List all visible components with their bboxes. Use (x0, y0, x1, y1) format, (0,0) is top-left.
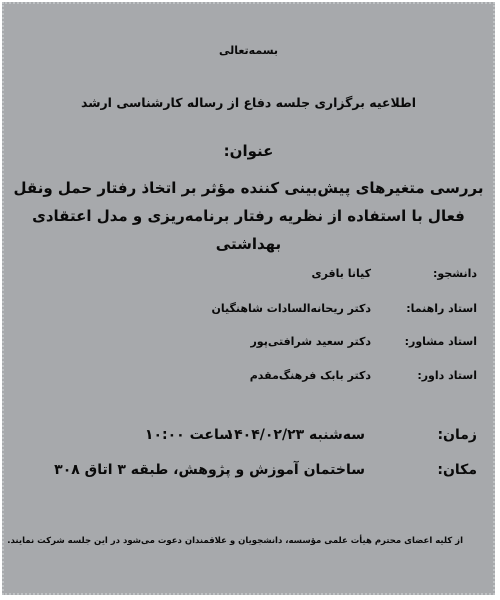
defense-date: سه‌شنبه ۱۴۰۴/۰۲/۲۳ (225, 427, 365, 443)
defense-time: ساعت ۱۰:۰۰ (144, 427, 233, 443)
student-label: دانشجو: (433, 267, 477, 280)
advisor-name: دکتر سعید شرافتی‌پور (250, 335, 371, 348)
supervisor-name: دکتر ریحانه‌السادات شاهنگیان (211, 302, 371, 315)
advisor-label: استاد مشاور: (404, 335, 477, 348)
notice-heading: اطلاعیه برگزاری جلسه دفاع از رساله کارشناسی ارشد (80, 95, 417, 110)
time-label: زمان: (437, 427, 477, 443)
place-label: مکان: (437, 462, 477, 478)
title-label: عنوان: (223, 142, 274, 160)
thesis-title: بررسی متغیرهای پیش‌بینی کننده مؤثر بر اتخاذ رفتار حمل ونقل فعال با استفاده از نظریه رفتار برنامه‌ریزی و مدل اعتقادی بهداشتی (13, 179, 484, 253)
announcement-card (2, 2, 495, 595)
supervisor-label: استاد راهنما: (406, 302, 477, 315)
basmala: بسمه‌تعالی (218, 44, 279, 57)
defense-place: ساختمان آموزش و پژوهش، طبقه ۳ اتاق ۳۰۸ (54, 462, 365, 478)
invitation-note: از کلیه اعضای محترم هیأت علمی مؤسسه، دانشجویان و علاقمندان دعوت می‌شود در این جلسه شرکت نمایند. (7, 536, 463, 546)
referee-name: دکتر بابک فرهنگ‌مقدم (249, 369, 371, 382)
student-name: کیانا باقری (311, 267, 371, 280)
referee-label: استاد داور: (417, 369, 477, 382)
